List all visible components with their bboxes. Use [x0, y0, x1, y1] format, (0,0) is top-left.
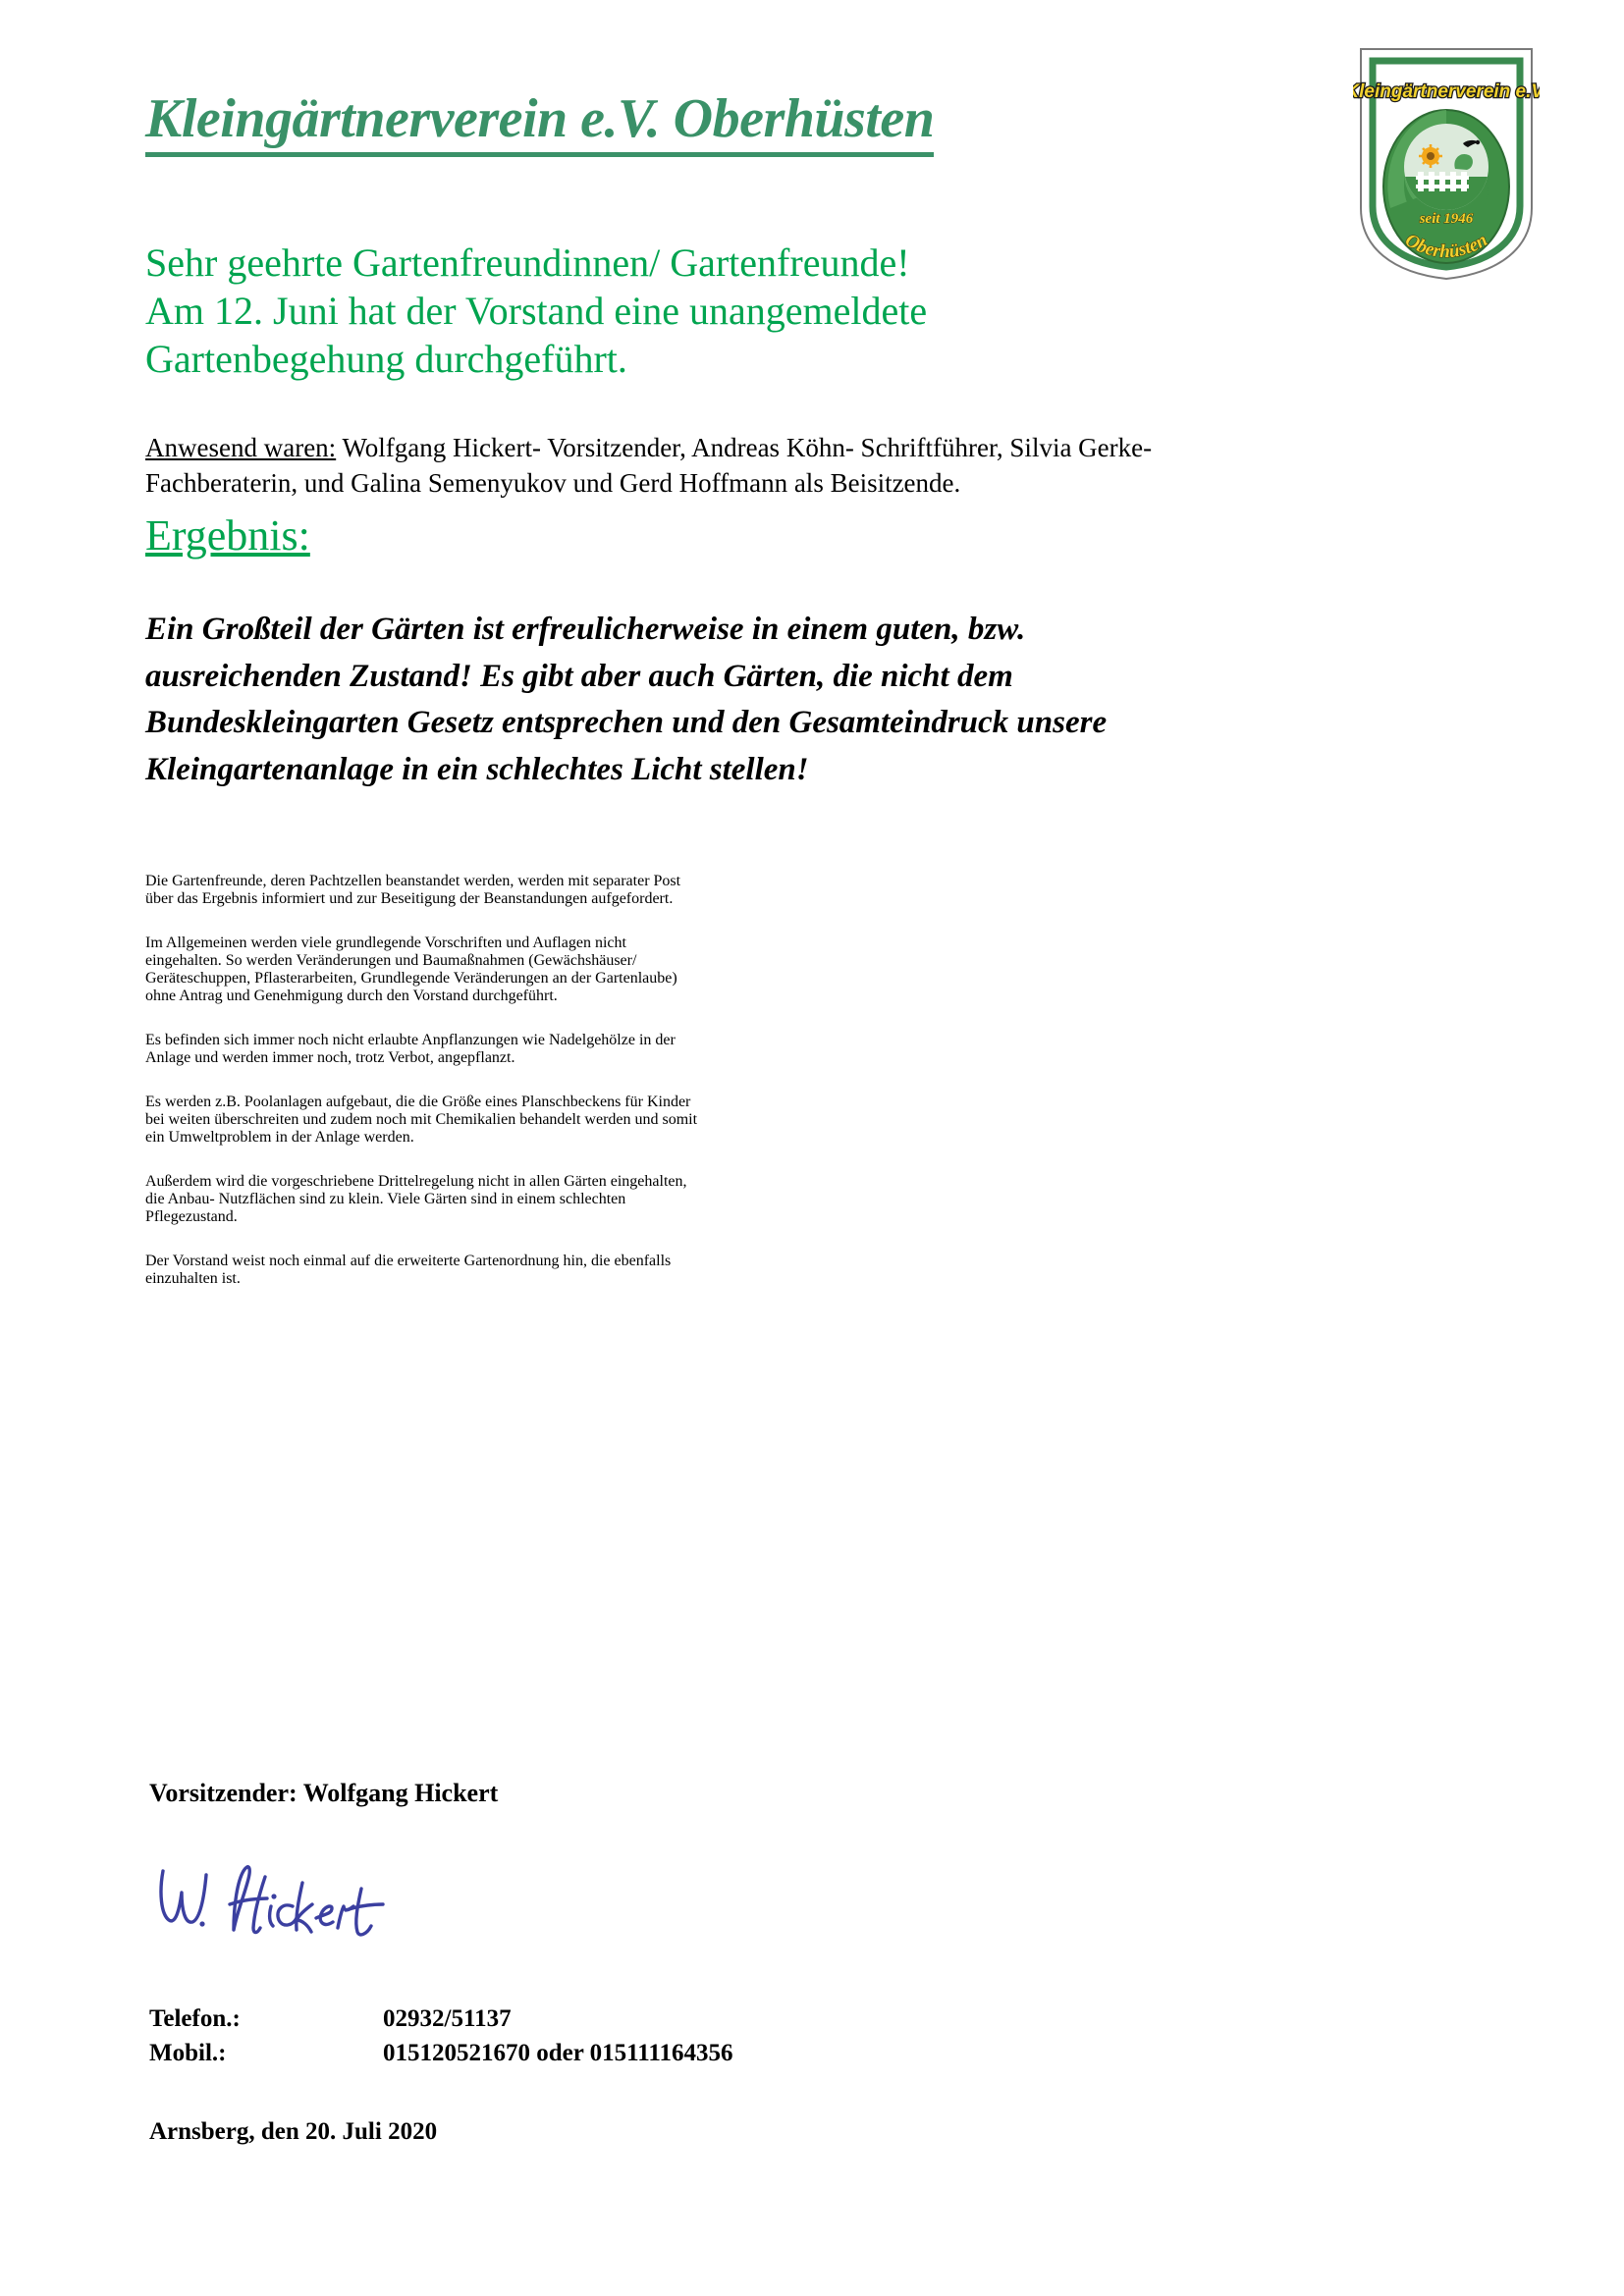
- phone-label: Telefon.:: [149, 2005, 241, 2032]
- contact-row-mobile: [149, 2037, 733, 2071]
- attendance-names-part-1: Wolfgang Hickert- Vorsitzender, Andreas Köhn- Schriftführer, Silvia Gerke-: [336, 433, 1153, 462]
- paragraph-line: Es werden z.B. Poolanlagen aufgebaut, die die Größe eines Planschbeckens für Kinder: [145, 1094, 691, 1110]
- paragraph-line: die Anbau- Nutzflächen sind zu klein. Viele Gärten sind in einem schlechten: [145, 1191, 626, 1207]
- paragraph-line: bei weiten überschreiten und zudem noch mit Chemikalien behandelt werden und somit: [145, 1111, 698, 1128]
- page-title: Kleingärtnerverein e.V. Oberhüsten: [145, 90, 934, 157]
- mobile-value: 015120521670 oder 015111164356: [383, 2039, 733, 2066]
- attendance-label: Anwesend waren:: [145, 433, 337, 462]
- paragraph-line: Geräteschuppen, Pflasterarbeiten, Grundlegende Veränderungen an der Gartenlaube): [145, 970, 677, 987]
- paragraph-line: Die Gartenfreunde, deren Pachtzellen beanstandet werden, werden mit separater Post: [145, 873, 681, 889]
- contact-block: [149, 2002, 733, 2070]
- logo-year-text: seit 1946: [1419, 211, 1474, 227]
- paragraph-line: eingehalten. So werden Veränderungen und Baumaßnahmen (Gewächshäuser/: [145, 952, 637, 969]
- mobile-label: Mobil.:: [149, 2039, 227, 2066]
- greeting-line-3: Gartenbegehung durchgeführt.: [145, 336, 627, 381]
- attendance-line-2: Fachberaterin, und Galina Semenyukov und Gerd Hoffmann als Beisitzende.: [145, 468, 961, 499]
- contact-row-phone: [149, 2002, 733, 2037]
- logo-bottom-text: Oberhüsten: [1401, 230, 1491, 263]
- statement-line-1: Ein Großteil der Gärten ist erfreulicherweise in einem guten, bzw.: [145, 612, 1026, 647]
- statement-line-2: ausreichenden Zustand! Es gibt aber auch Gärten, die nicht dem: [145, 658, 1013, 694]
- handwritten-signature: [149, 1853, 444, 1961]
- greeting-line-2: Am 12. Juni hat der Vorstand eine unangemeldete: [145, 288, 928, 333]
- paragraph-line: Anlage und werden immer noch, trotz Verbot, angepflanzt.: [145, 1049, 515, 1066]
- paragraph-line: Der Vorstand weist noch einmal auf die erweiterte Gartenordnung hin, die ebenfalls: [145, 1253, 672, 1269]
- attendance-line-1: [145, 430, 1441, 465]
- greeting-block: [145, 240, 1412, 383]
- signature-icon: [149, 1853, 444, 1961]
- chairman-name-line: Vorsitzender: Wolfgang Hickert: [149, 1779, 499, 1807]
- paragraph-line: Es befinden sich immer noch nicht erlaubte Anpflanzungen wie Nadelgehölze in der: [145, 1032, 676, 1048]
- result-statement: [145, 607, 1451, 793]
- paragraph-line: Pflegezustand.: [145, 1208, 238, 1225]
- greeting-line-1: Sehr geehrte Gartenfreundinnen/ Gartenfreunde!: [145, 240, 910, 285]
- paragraph-line: einzuhalten ist.: [145, 1270, 241, 1287]
- paragraph-line: ohne Antrag und Genehmigung durch den Vorstand durchgeführt.: [145, 988, 558, 1004]
- paragraph-line: ein Umweltproblem in der Anlage werden.: [145, 1129, 414, 1146]
- body-paragraphs: [145, 846, 1471, 1304]
- phone-value: 02932/51137: [383, 2005, 512, 2032]
- result-heading: Ergebnis:: [145, 511, 310, 560]
- paragraph-line: Außerdem wird die vorgeschriebene Drittelregelung nicht in allen Gärten eingehalten,: [145, 1173, 687, 1190]
- statement-line-3: Bundeskleingarten Gesetz entsprechen und den Gesamteindruck unsere: [145, 705, 1108, 741]
- statement-line-4: Kleingartenanlage in ein schlechtes Licht stellen!: [145, 751, 809, 787]
- paragraph-line: Im Allgemeinen werden viele grundlegende Vorschriften und Auflagen nicht: [145, 934, 626, 951]
- place-and-date: Arnsberg, den 20. Juli 2020: [149, 2118, 438, 2145]
- attendance-block: [145, 430, 1441, 501]
- paragraph-line: über das Ergebnis informiert und zur Beseitigung der Beanstandungen aufgefordert.: [145, 890, 674, 907]
- logo-top-text: Kleingärtnerverein e.V.: [1353, 81, 1540, 102]
